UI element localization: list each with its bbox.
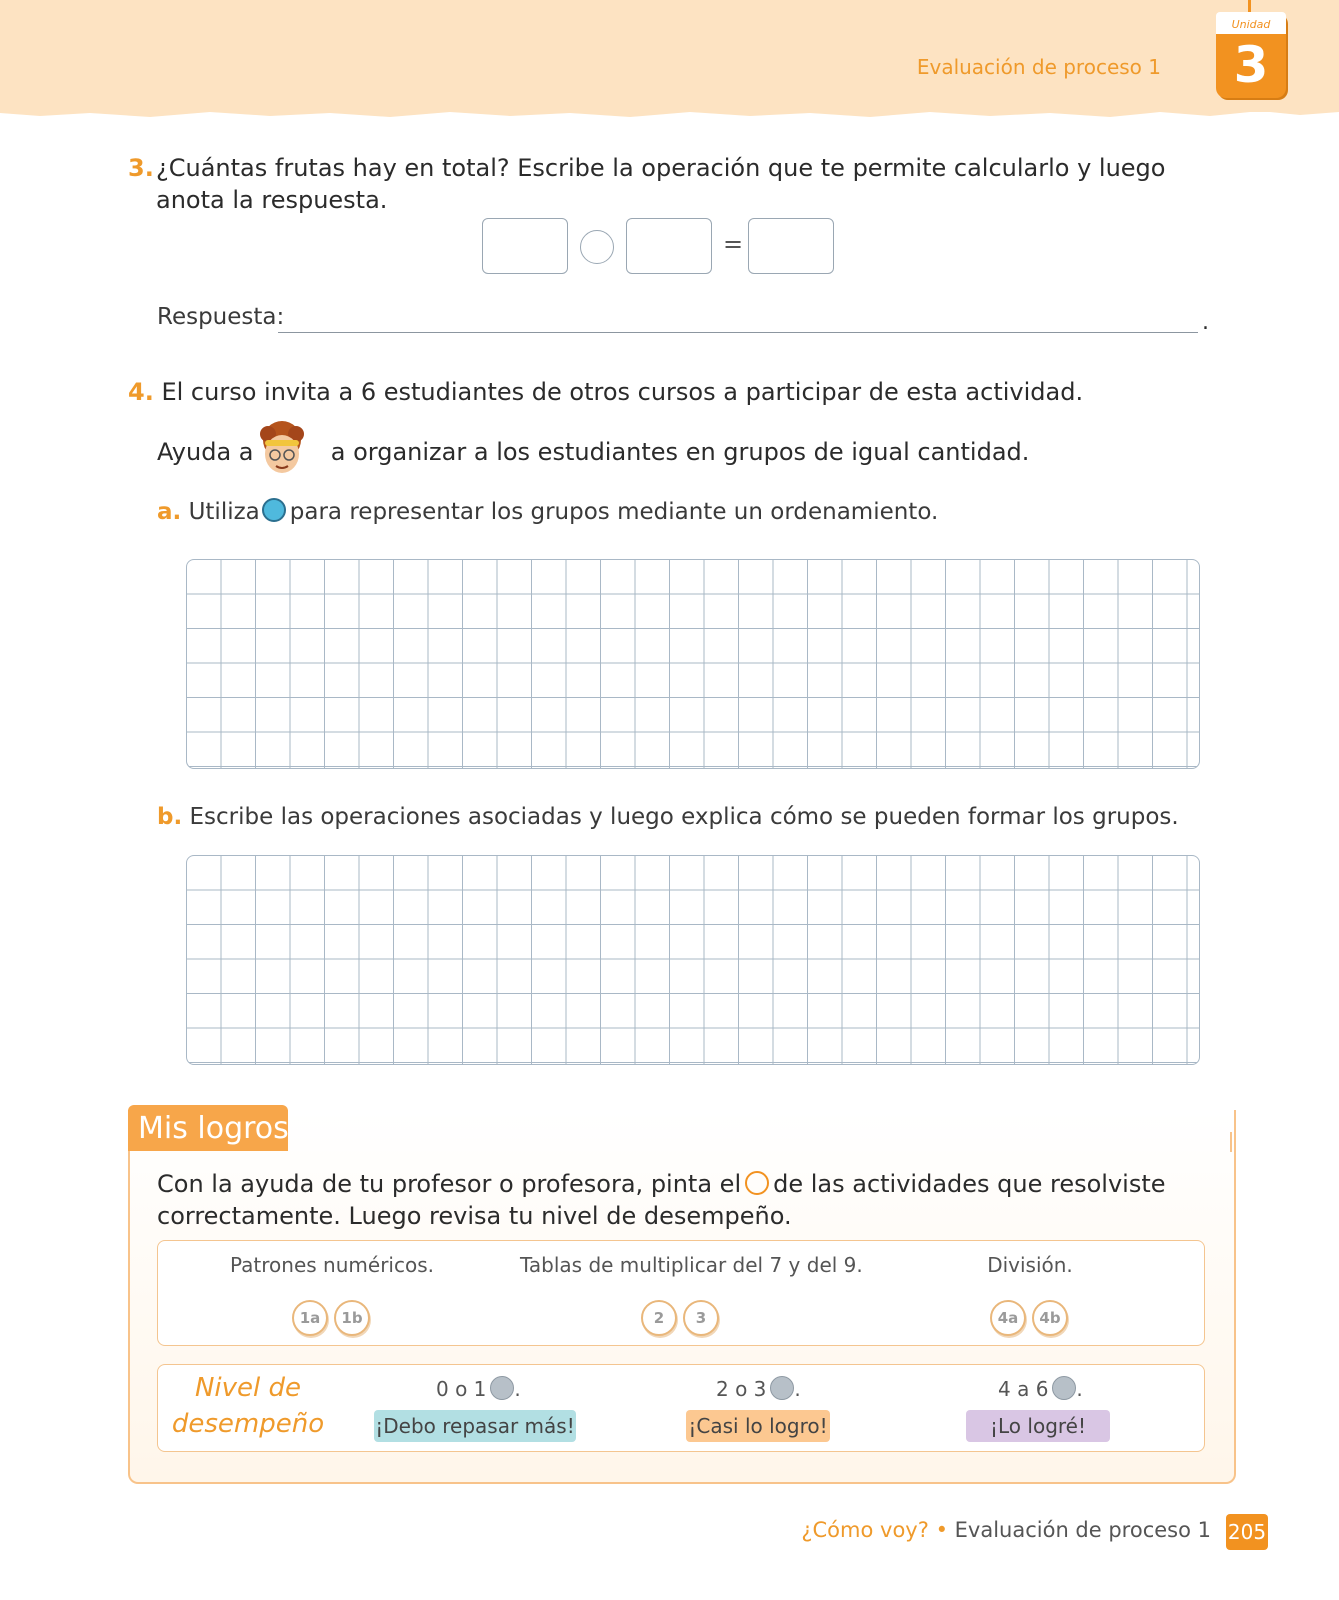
- character-face-icon: [256, 420, 308, 476]
- activity-badge-4b[interactable]: 4b: [1032, 1300, 1068, 1336]
- orange-circle-icon: [745, 1171, 769, 1195]
- level-label-casi-lo-logro: ¡Casi lo logro!: [686, 1410, 830, 1442]
- instructions-after: de las actividades que resolviste correctamente. Luego revisa tu nivel de desempeño.: [157, 1170, 1166, 1230]
- blue-circle-icon: [262, 498, 286, 522]
- question-number: 4.: [128, 378, 154, 406]
- panel-edge: [1230, 1132, 1232, 1152]
- scribble-icon: [490, 1376, 514, 1400]
- level-range: [716, 1376, 801, 1401]
- performance-title-line2: desempeño: [171, 1409, 325, 1439]
- unit-number: 3: [1233, 36, 1269, 94]
- footer-text: [801, 1518, 1211, 1542]
- sub-question-b: [157, 804, 1179, 830]
- sub-question-a: [157, 498, 938, 525]
- activity-badge-4a[interactable]: 4a: [990, 1300, 1026, 1336]
- grid-area-b[interactable]: [186, 855, 1200, 1065]
- page-number: 205: [1226, 1514, 1268, 1550]
- level-range-end: .: [794, 1377, 801, 1401]
- activity-badge-2[interactable]: 2: [641, 1300, 677, 1336]
- mis-logros-tab: [128, 1105, 288, 1151]
- question-3: [128, 152, 1208, 214]
- activity-badge-1a[interactable]: 1a: [292, 1300, 328, 1336]
- sub-letter: b.: [157, 804, 183, 830]
- question-text: El curso invita a 6 estudiantes de otros cursos a participar de esta actividad.: [161, 378, 1084, 406]
- answer-label: Respuesta:: [157, 304, 285, 330]
- grid-area-a[interactable]: [186, 559, 1200, 769]
- mis-logros-title: Mis logros: [138, 1111, 289, 1146]
- unit-label: Unidad: [1216, 12, 1286, 34]
- level-range: [436, 1376, 521, 1401]
- level-range-end: .: [514, 1377, 521, 1401]
- instructions-before: Con la ayuda de tu profesor o profesora, pinta el: [157, 1170, 742, 1198]
- question-number: 3.: [128, 154, 154, 182]
- level-range: [998, 1376, 1083, 1401]
- answer-period: .: [1202, 310, 1209, 335]
- topic-label: Patrones numéricos.: [230, 1253, 434, 1277]
- operand-box-1[interactable]: [482, 218, 568, 274]
- performance-title-line1: Nivel de: [194, 1373, 302, 1403]
- sub-text-after: para representar los grupos mediante un ordenamiento.: [289, 499, 939, 525]
- topic-label: Tablas de multiplicar del 7 y del 9.: [520, 1253, 863, 1277]
- activity-badge-3[interactable]: 3: [683, 1300, 719, 1336]
- level-range-value: 0 o 1: [436, 1377, 487, 1401]
- footer-accent: ¿Cómo voy?: [801, 1518, 929, 1542]
- question-4: [128, 376, 1083, 408]
- sub-text-before: Utiliza: [188, 499, 260, 525]
- level-range-value: 2 o 3: [716, 1377, 767, 1401]
- torn-paper-edge: [0, 104, 1339, 122]
- answer-line[interactable]: [278, 332, 1198, 333]
- unit-badge: [1216, 12, 1286, 98]
- performance-title: [168, 1370, 328, 1442]
- question-text: ¿Cuántas frutas hay en total? Escribe la operación que te permite calcularlo y luego anota la respuesta.: [156, 154, 1166, 214]
- operand-box-2[interactable]: [626, 218, 712, 274]
- level-label-debo-repasar: ¡Debo repasar más!: [374, 1410, 576, 1442]
- equals-sign: =: [723, 230, 744, 258]
- topic-label: División.: [987, 1253, 1073, 1277]
- footer-section: Evaluación de proceso 1: [954, 1518, 1211, 1542]
- scribble-icon: [1052, 1376, 1076, 1400]
- operator-circle[interactable]: [580, 230, 614, 264]
- footer-separator: •: [935, 1518, 948, 1542]
- help-after: a organizar a los estudiantes en grupos de igual cantidad.: [330, 438, 1030, 466]
- result-box[interactable]: [748, 218, 834, 274]
- level-range-value: 4 a 6: [998, 1377, 1049, 1401]
- level-label-lo-logre: ¡Lo logré!: [966, 1410, 1110, 1442]
- scribble-icon: [770, 1376, 794, 1400]
- activity-badge-1b[interactable]: 1b: [334, 1300, 370, 1336]
- sub-text: Escribe las operaciones asociadas y luego explica cómo se pueden formar los grupos.: [189, 804, 1179, 830]
- sub-letter: a.: [157, 499, 182, 525]
- level-range-end: .: [1076, 1377, 1083, 1401]
- mis-logros-instructions: [157, 1168, 1207, 1232]
- help-before: Ayuda a: [157, 438, 254, 466]
- section-title: Evaluación de proceso 1: [916, 55, 1161, 79]
